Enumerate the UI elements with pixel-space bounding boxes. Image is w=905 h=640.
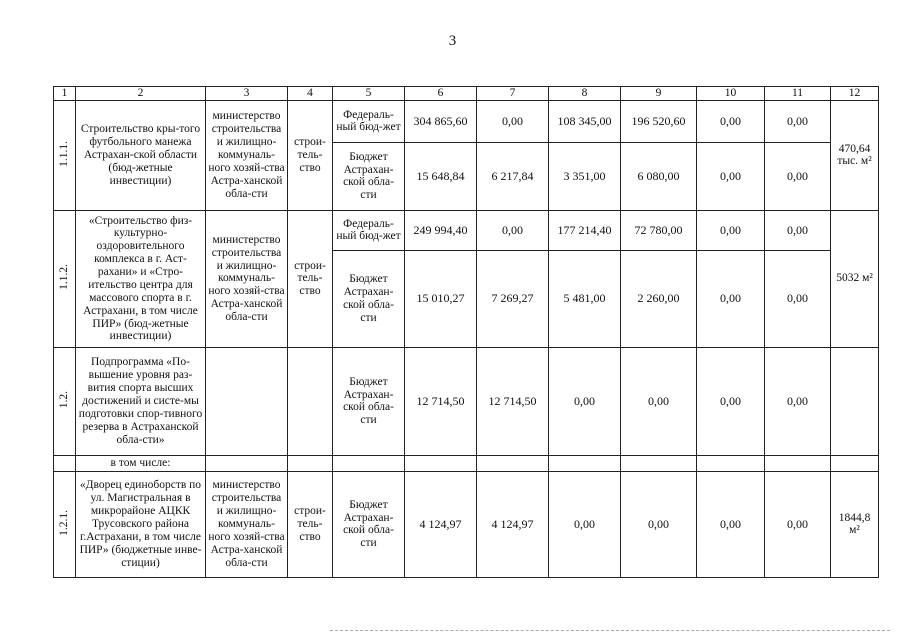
table-row xyxy=(54,100,879,142)
result-indicator: 470,64 тыс. м² xyxy=(831,100,879,210)
header-cell: 3 xyxy=(206,87,288,101)
empty-cell xyxy=(333,455,405,471)
ministry: министерство строительства и жилищно-коммуналь-ного хозяй-ства Астра-ханской обла-сти xyxy=(206,100,288,210)
value-cell: 15 010,27 xyxy=(405,250,477,347)
header-cell: 10 xyxy=(697,87,765,101)
value-cell: 0,00 xyxy=(765,142,831,210)
column-number-row xyxy=(54,87,879,101)
subtotal-label: в том числе: xyxy=(76,455,206,471)
funding-source: Бюджет Астрахан-ской обла-сти xyxy=(333,471,405,577)
row-id: 1.1.2. xyxy=(54,210,76,347)
header-cell: 6 xyxy=(405,87,477,101)
value-cell: 0,00 xyxy=(765,210,831,250)
table-row xyxy=(54,210,879,250)
header-cell: 1 xyxy=(54,87,76,101)
empty-cell xyxy=(206,455,288,471)
value-cell: 0,00 xyxy=(697,471,765,577)
value-cell: 2 260,00 xyxy=(621,250,697,347)
value-cell: 5 481,00 xyxy=(549,250,621,347)
value-cell: 0,00 xyxy=(621,471,697,577)
row-id xyxy=(54,455,76,471)
value-cell: 6 080,00 xyxy=(621,142,697,210)
ministry xyxy=(206,347,288,455)
empty-cell xyxy=(621,455,697,471)
value-cell: 0,00 xyxy=(549,347,621,455)
program-table xyxy=(53,86,879,578)
funding-source: Бюджет Астрахан-ской обла-сти xyxy=(333,347,405,455)
value-cell: 15 648,84 xyxy=(405,142,477,210)
funding-source: Федераль-ный бюд-жет xyxy=(333,100,405,142)
value-cell: 0,00 xyxy=(765,471,831,577)
empty-cell xyxy=(765,455,831,471)
header-cell: 12 xyxy=(831,87,879,101)
value-cell: 0,00 xyxy=(697,100,765,142)
activity-name: «Дворец единоборств по ул. Магистральная в микрорайоне АЦКК Трусовского района г.Астрахани, в том числе ПИР» (бюджетные инве-стиции) xyxy=(76,471,206,577)
table-row xyxy=(54,471,879,577)
activity-name: Подпрограмма «По-вышение уровня раз-вития спорта высших достижений и систе-мы подготовки спор-тивного резерва в Астраханской обла-сти» xyxy=(76,347,206,455)
result-indicator: 1844,8 м² xyxy=(831,471,879,577)
funding-source: Федераль-ный бюд-жет xyxy=(333,210,405,250)
funding-source: Бюджет Астрахан-ской обла-сти xyxy=(333,250,405,347)
funding-source: Бюджет Астрахан-ской обла-сти xyxy=(333,142,405,210)
value-cell: 177 214,40 xyxy=(549,210,621,250)
work-type: строи-тель-ство xyxy=(288,471,333,577)
result-indicator: 5032 м² xyxy=(831,210,879,347)
value-cell: 0,00 xyxy=(477,210,549,250)
row-id: 1.2.1. xyxy=(54,471,76,577)
table-row xyxy=(54,347,879,455)
empty-cell xyxy=(831,455,879,471)
value-cell: 0,00 xyxy=(697,142,765,210)
empty-cell xyxy=(288,455,333,471)
value-cell: 12 714,50 xyxy=(405,347,477,455)
table-row xyxy=(54,455,879,471)
scan-artifact xyxy=(330,630,890,635)
value-cell: 3 351,00 xyxy=(549,142,621,210)
ministry: министерство строительства и жилищно-коммуналь-ного хозяй-ства Астра-ханской обла-сти xyxy=(206,210,288,347)
header-cell: 9 xyxy=(621,87,697,101)
value-cell: 0,00 xyxy=(697,250,765,347)
value-cell: 4 124,97 xyxy=(405,471,477,577)
header-cell: 7 xyxy=(477,87,549,101)
work-type: строи-тель-ство xyxy=(288,100,333,210)
empty-cell xyxy=(697,455,765,471)
value-cell: 0,00 xyxy=(477,100,549,142)
value-cell: 0,00 xyxy=(765,347,831,455)
value-cell: 6 217,84 xyxy=(477,142,549,210)
row-id: 1.1.1. xyxy=(54,100,76,210)
row-id: 1.2. xyxy=(54,347,76,455)
header-cell: 4 xyxy=(288,87,333,101)
empty-cell xyxy=(477,455,549,471)
value-cell: 0,00 xyxy=(621,347,697,455)
header-cell: 5 xyxy=(333,87,405,101)
header-cell: 8 xyxy=(549,87,621,101)
value-cell: 108 345,00 xyxy=(549,100,621,142)
work-type: строи-тель-ство xyxy=(288,210,333,347)
value-cell: 0,00 xyxy=(697,210,765,250)
header-cell: 11 xyxy=(765,87,831,101)
value-cell: 304 865,60 xyxy=(405,100,477,142)
value-cell: 0,00 xyxy=(549,471,621,577)
page-number: 3 xyxy=(448,33,457,49)
value-cell: 0,00 xyxy=(765,250,831,347)
empty-cell xyxy=(549,455,621,471)
value-cell: 0,00 xyxy=(765,100,831,142)
value-cell: 4 124,97 xyxy=(477,471,549,577)
value-cell: 0,00 xyxy=(697,347,765,455)
activity-name: «Строительство физ-культурно-оздоровительного комплекса в г. Аст-рахани» и «Стро-ительство центра для массового спорта в г. Астрахани, в том числе ПИР» (бюд-жетные инвестиции) xyxy=(76,210,206,347)
ministry: министерство строительства и жилищно-коммуналь-ного хозяй-ства Астра-ханской обла-сти xyxy=(206,471,288,577)
result-indicator xyxy=(831,347,879,455)
value-cell: 249 994,40 xyxy=(405,210,477,250)
activity-name: Строительство кры-того футбольного манежа Астрахан-ской области (бюд-жетные инвестиции) xyxy=(76,100,206,210)
work-type xyxy=(288,347,333,455)
header-cell: 2 xyxy=(76,87,206,101)
empty-cell xyxy=(405,455,477,471)
value-cell: 7 269,27 xyxy=(477,250,549,347)
value-cell: 196 520,60 xyxy=(621,100,697,142)
value-cell: 72 780,00 xyxy=(621,210,697,250)
value-cell: 12 714,50 xyxy=(477,347,549,455)
